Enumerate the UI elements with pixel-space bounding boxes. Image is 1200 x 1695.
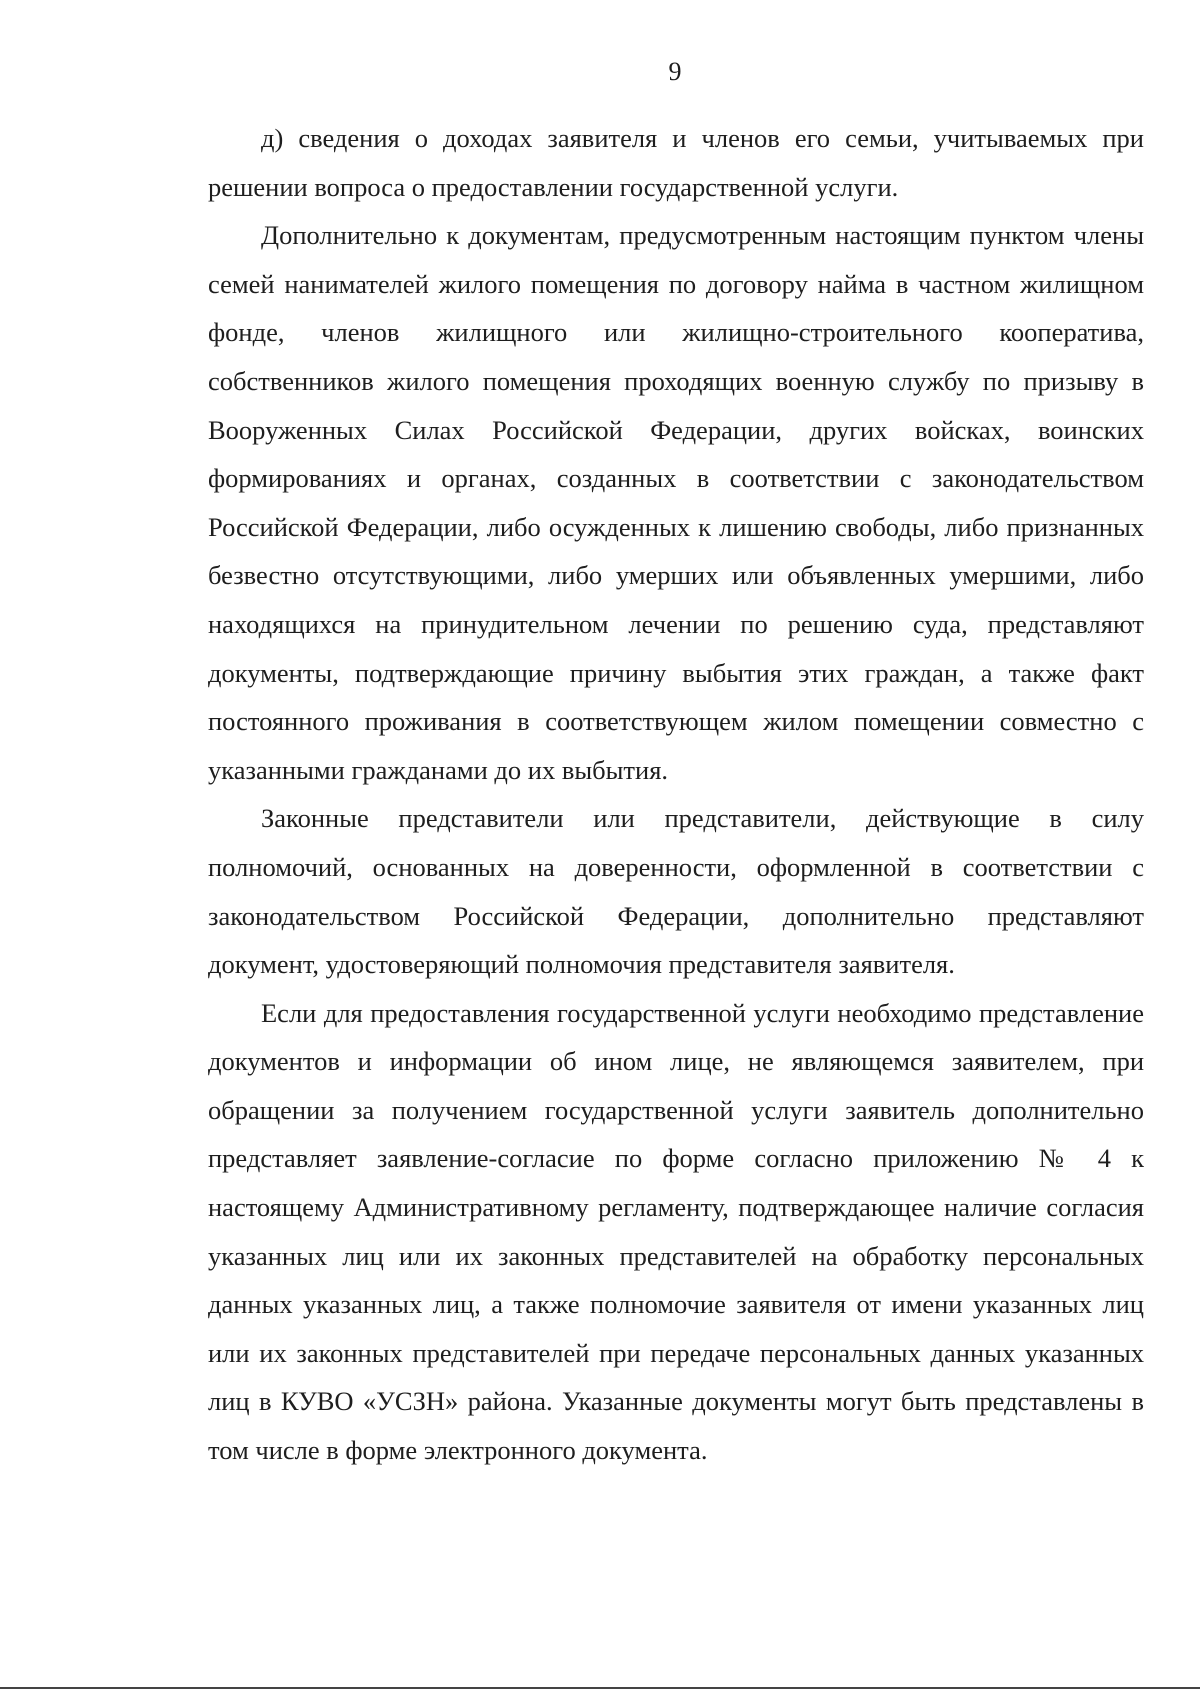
paragraph-additional-documents: Дополнительно к документам, предусмотренным настоящим пунктом члены семей нанимателей жилого помещения по договору найма в частном жилищном фонде, членов жилищного или жилищно-строительного кооператива, собственников жилого помещения проходящих военную службу по призыву в Вооруженных Силах Российской Федерации, других войсках, воинских формированиях и органах, созданных в соответствии с законодательством Российской Федерации, либо осужденных к лишению свободы, либо признанных безвестно отсутствующими, либо умерших или объявленных умершими, либо находящихся на принудительном лечении по решению суда, представляют документы, подтверждающие причину выбытия этих граждан, а также факт постоянного проживания в соответствующем жилом помещении совместно с указанными гражданами до их выбытия. bbox=[208, 220, 1144, 785]
paragraph-legal-representatives: Законные представители или представители, действующие в силу полномочий, основанных на доверенности, оформленной в соответствии с законодательством Российской Федерации, дополнительно представляют документ, удостоверяющий полномочия представителя заявителя. bbox=[208, 803, 1144, 980]
page-number: 9 bbox=[668, 57, 682, 86]
document-body bbox=[208, 114, 1144, 1475]
paragraph-consent-statement: Если для предоставления государственной услуги необходимо представление документов и информации об ином лице, не являющемся заявителем, при обращении за получением государственной услуги заявитель дополнительно представляет заявление-согласие по форме согласно приложению № 4 к настоящему Административному регламенту, подтверждающее наличие согласия указанных лиц или их законных представителей на обработку персональных данных указанных лиц, а также полномочие заявителя от имени указанных лиц или их законных представителей при передаче персональных данных указанных лиц в КУВО «УСЗН» района. Указанные документы могут быть представлены в том числе в форме электронного документа. bbox=[208, 997, 1144, 1466]
bottom-divider bbox=[0, 1687, 1200, 1689]
paragraph-income-info: д) сведения о доходах заявителя и членов его семьи, учитываемых при решении вопроса о предоставлении государственной услуги. bbox=[208, 123, 1144, 202]
